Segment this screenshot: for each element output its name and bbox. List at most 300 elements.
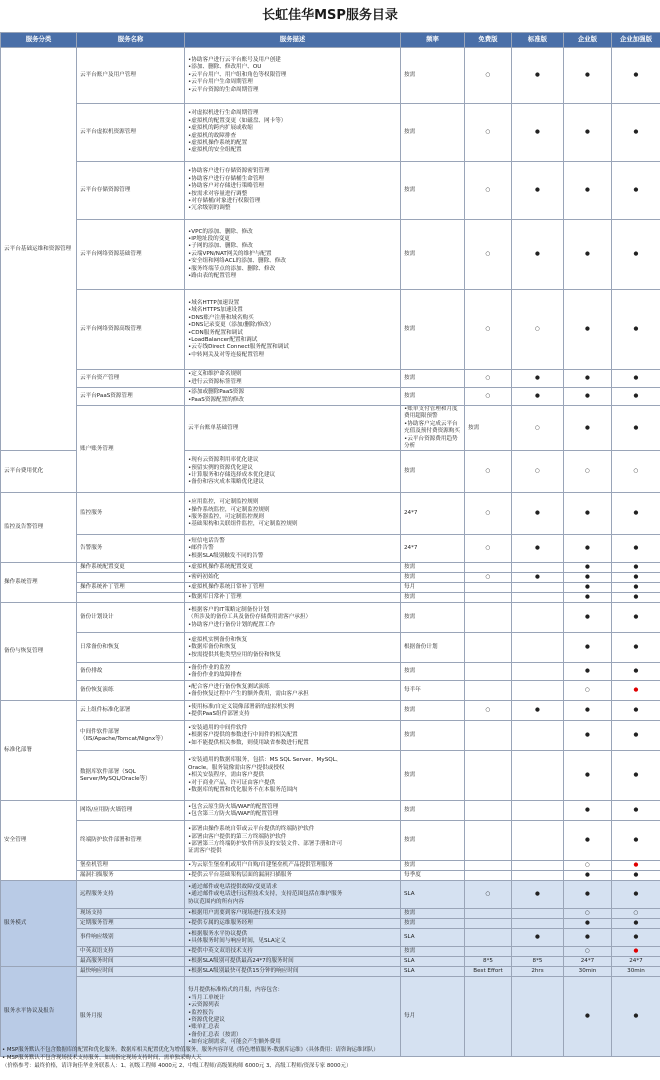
frequency-cell: 按需 xyxy=(401,573,465,583)
standard-tier-cell: ● xyxy=(512,701,564,721)
description-line: •提供中英文双语技术支持 xyxy=(188,948,253,955)
service-name-cell: 备份排故 xyxy=(77,663,185,681)
table-row xyxy=(1,535,660,563)
enterprise-plus-tier-cell: 30min xyxy=(612,967,660,977)
table-row xyxy=(1,881,660,909)
table-row xyxy=(1,861,660,871)
enterprise-tier-cell: 30min xyxy=(564,967,612,977)
description-line: •云平台资源费用趋势分析 xyxy=(404,435,458,450)
enterprise-plus-tier-cell: ● xyxy=(612,721,660,751)
enterprise-plus-tier-cell: ● xyxy=(612,593,660,603)
description-line: •虚拟机操作系统的配置 xyxy=(188,139,248,146)
description-cell xyxy=(185,104,401,162)
frequency-cell: 按需 xyxy=(401,701,465,721)
table-row xyxy=(1,957,660,967)
standard-tier-cell xyxy=(512,681,564,701)
service-name-cell: 日常备份和恢复 xyxy=(77,633,185,663)
description-line: •提供PaaS组件部署支持 xyxy=(188,710,250,717)
enterprise-plus-tier-cell: ● xyxy=(612,821,660,861)
standard-tier-cell: ○ xyxy=(512,290,564,370)
service-name-cell xyxy=(77,593,185,603)
free-tier-cell xyxy=(465,919,512,929)
header-description: 服务描述 xyxy=(185,33,401,48)
standard-tier-cell xyxy=(512,947,564,957)
frequency-cell: 每月 xyxy=(401,977,465,1057)
description-line: •进行云资源标签管理 xyxy=(188,378,242,385)
table-row xyxy=(1,663,660,681)
description-line: •安装通用的中间件软件 xyxy=(188,724,248,731)
free-tier-cell: ○ xyxy=(465,493,512,535)
enterprise-tier-cell: ● xyxy=(564,563,612,573)
enterprise-plus-tier-cell: ● xyxy=(612,663,660,681)
enterprise-plus-tier-cell: ● xyxy=(612,701,660,721)
free-tier-cell: 8*5 xyxy=(465,957,512,967)
description-line: •根据服务水平协议提供 xyxy=(188,930,248,937)
service-name-cell: 云平台PaaS资源管理 xyxy=(77,388,185,406)
table-row xyxy=(1,701,660,721)
enterprise-plus-tier-cell: ○ xyxy=(612,451,660,493)
table-header-row xyxy=(1,33,660,48)
free-tier-cell: ○ xyxy=(465,573,512,583)
description-line: •根据用户需要到客户现场进行技术支持 xyxy=(188,910,287,917)
frequency-cell: 按需 xyxy=(465,406,512,451)
description-line: •协助客户进行存储桶生命管理 xyxy=(188,175,265,182)
frequency-cell: 24*7 xyxy=(401,535,465,563)
description-cell xyxy=(185,583,401,593)
standard-tier-cell: ● xyxy=(512,493,564,535)
description-line: •根据客户的IT策略定制备份计划 xyxy=(188,606,270,613)
description-line: •虚拟机的故障排查 xyxy=(188,132,237,139)
service-name-cell: 远程服务支持 xyxy=(77,881,185,909)
frequency-cell: 24*7 xyxy=(401,493,465,535)
enterprise-tier-cell: ● xyxy=(564,535,612,563)
description-line: •部署由操作系统自带或云平台提供的终端防护软件 xyxy=(188,826,315,833)
description-cell xyxy=(185,370,401,388)
standard-tier-cell: ● xyxy=(512,162,564,220)
table-row xyxy=(1,721,660,751)
table-row xyxy=(1,220,660,290)
enterprise-tier-cell: ● xyxy=(564,881,612,909)
service-name-cell: 中英双语支持 xyxy=(77,947,185,957)
description-line: •虚拟机操作系统配置变更 xyxy=(188,564,253,571)
table-row xyxy=(1,290,660,370)
description-line: •虚拟机的配置变更（如磁盘、网卡等） xyxy=(188,117,287,124)
description-line: •使用标准/自定义镜像部署新的虚拟机实例 xyxy=(188,703,294,710)
description-cell xyxy=(185,751,401,801)
description-line: •服务器监控，可定制监控规则 xyxy=(188,513,265,520)
frequency-cell: 按需 xyxy=(401,821,465,861)
description-line: •云平台用户、用户组和角色等权限管理 xyxy=(188,71,287,78)
header-standard-tier: 标准版 xyxy=(512,33,564,48)
description-line: •短信电话告警 xyxy=(188,537,225,544)
service-name-cell: 云平台虚拟机资源管理 xyxy=(77,104,185,162)
table-row xyxy=(1,909,660,919)
table-row xyxy=(1,977,660,1057)
service-name-cell: 告警服务 xyxy=(77,535,185,563)
service-name-cell: 终端防护软件部署和管理 xyxy=(77,821,185,861)
table-row xyxy=(1,573,660,583)
standard-tier-cell: ● xyxy=(512,370,564,388)
description-line: •安全组和网络ACL的添加、删除、修改 xyxy=(188,258,286,265)
description-line: •对存储桶/对象进行权限管理 xyxy=(188,197,261,204)
enterprise-plus-tier-cell: ● xyxy=(612,681,660,701)
category-cell: 服务水平协议及报告 xyxy=(1,967,77,1057)
description-cell xyxy=(185,977,401,1057)
description-line: •添加、删除、修改用户、OU xyxy=(188,64,262,71)
free-tier-cell xyxy=(465,871,512,881)
free-tier-cell xyxy=(465,751,512,801)
description-line: •虚拟机操作系统日常补丁管理 xyxy=(188,584,265,591)
description-line: •安装通用的数据库服务，包括：MS SQL Server、MySQL、 xyxy=(188,757,342,764)
description-line: •如有定制需求，可能会产生额外费用 xyxy=(188,1039,281,1046)
free-tier-cell xyxy=(465,821,512,861)
header-service-name: 服务名称 xyxy=(77,33,185,48)
frequency-cell: SLA xyxy=(401,967,465,977)
table-row xyxy=(1,563,660,573)
category-cell: 备份与恢复管理 xyxy=(1,603,77,701)
description-line: •具体服务时间与响应时间，见SLA定义 xyxy=(188,937,286,944)
frequency-cell: 按需 xyxy=(401,162,465,220)
description-line: •按需提供其他类型应用的备份和恢复 xyxy=(188,651,281,658)
enterprise-plus-tier-cell: ● xyxy=(612,751,660,801)
service-name-cell: 服务月报 xyxy=(77,977,185,1057)
table-row xyxy=(1,162,660,220)
description-line: •CDN服务配置和调试 xyxy=(188,329,243,336)
enterprise-tier-cell: ● xyxy=(564,493,612,535)
free-tier-cell xyxy=(465,583,512,593)
enterprise-plus-tier-cell: ● xyxy=(612,563,660,573)
description-cell xyxy=(185,388,401,406)
description-line: •中转网关及对等连接配置管理 xyxy=(188,351,265,358)
description-line: •协助客户对存储进行策略管理 xyxy=(188,183,265,190)
description-line: •通过邮件或电话进行远程技术支持，支持范围包括在维护服务 xyxy=(188,891,343,898)
frequency-cell: 按需 xyxy=(401,947,465,957)
frequency-cell: 按需 xyxy=(401,593,465,603)
category-cell: 云平台基础运维和资源管理 xyxy=(1,48,77,451)
description-line: •云平台资源的生命周期管理 xyxy=(188,86,259,93)
description-line: •资源优化建议 xyxy=(188,1016,225,1023)
service-name-cell: 现场支持 xyxy=(77,909,185,919)
description-line: •备份和容灾成本策略优化建议 xyxy=(188,479,265,486)
description-line: •DNS账户注册和域名购买 xyxy=(188,314,254,321)
standard-tier-cell xyxy=(512,821,564,861)
description-line: •IP地址段的变更 xyxy=(188,235,230,242)
description-cell xyxy=(185,162,401,220)
standard-tier-cell: ● xyxy=(512,535,564,563)
description-line: •如不能提供相关参数，则使用缺省参数进行配置 xyxy=(188,739,309,746)
enterprise-plus-tier-cell: ● xyxy=(612,801,660,821)
standard-tier-cell: ● xyxy=(512,573,564,583)
description-cell xyxy=(185,633,401,663)
standard-tier-cell xyxy=(512,871,564,881)
standard-tier-cell xyxy=(512,603,564,633)
enterprise-tier-cell: ○ xyxy=(564,909,612,919)
header-frequency: 频率 xyxy=(401,33,465,48)
enterprise-plus-tier-cell: ● xyxy=(612,388,660,406)
service-name-cell: 云平台网络资源高级管理 xyxy=(77,290,185,370)
description-line: •云专线Direct Connect服务配置和调试 xyxy=(188,344,289,351)
service-name-cell: 定期服务管理 xyxy=(77,919,185,929)
enterprise-tier-cell: ● xyxy=(564,370,612,388)
frequency-cell: 根据备份计划 xyxy=(401,633,465,663)
table-row xyxy=(1,967,660,977)
description-line: •邮件告警 xyxy=(188,545,214,552)
enterprise-plus-tier-cell: ● xyxy=(612,603,660,633)
enterprise-plus-tier-cell: ● xyxy=(612,861,660,871)
standard-tier-cell xyxy=(512,801,564,821)
enterprise-tier-cell: ● xyxy=(564,721,612,751)
free-tier-cell xyxy=(465,603,512,633)
description-line: •定义和维护命名规则 xyxy=(188,371,242,378)
standard-tier-cell xyxy=(512,751,564,801)
service-name-cell: 监控服务 xyxy=(77,493,185,535)
description-cell xyxy=(185,663,401,681)
enterprise-tier-cell: ● xyxy=(564,929,612,947)
description-cell xyxy=(185,290,401,370)
service-name-cell: 堡垒机管理 xyxy=(77,861,185,871)
description-cell xyxy=(185,909,401,919)
enterprise-plus-tier-cell: ● xyxy=(612,370,660,388)
service-catalog-table xyxy=(0,32,660,1057)
enterprise-tier-cell: ● xyxy=(564,633,612,663)
description-line: •计算服务和存储选择成本优化建议 xyxy=(188,471,276,478)
free-tier-cell xyxy=(465,593,512,603)
service-name-cell: 操作系统配置变更 xyxy=(77,563,185,573)
description-line: •通过邮件或电话提供故障/变更请求 xyxy=(188,883,278,890)
service-name-cell: 云平台费用优化 xyxy=(1,451,77,493)
description-line: •云平台用户生命周期管理 xyxy=(188,79,253,86)
description-line: •域名HTTP加速设置 xyxy=(188,299,240,306)
enterprise-tier-cell: 24*7 xyxy=(564,957,612,967)
description-line: •根据SLA级别可提供最高24*7的服务时间 xyxy=(188,958,294,965)
standard-tier-cell xyxy=(512,721,564,751)
description-line: •DNS记录变更（添加/删除/修改） xyxy=(188,322,275,329)
table-row xyxy=(1,370,660,388)
free-tier-cell xyxy=(465,633,512,663)
standard-tier-cell xyxy=(512,977,564,1057)
free-tier-cell xyxy=(465,929,512,947)
description-cell xyxy=(185,957,401,967)
free-tier-cell xyxy=(465,861,512,871)
enterprise-tier-cell: ● xyxy=(564,583,612,593)
table-row xyxy=(1,593,660,603)
description-cell xyxy=(185,535,401,563)
table-row xyxy=(1,388,660,406)
table-row xyxy=(1,801,660,821)
description-line: •对虚拟机进行生命周期管理 xyxy=(188,110,259,117)
frequency-cell: 每半年 xyxy=(401,681,465,701)
enterprise-tier-cell: ● xyxy=(564,751,612,801)
description-line: •虚拟机实例备份和恢复 xyxy=(188,636,248,643)
service-name-cell: 数据库软件部署（SQL Server/MySQL/Oracle等） xyxy=(77,751,185,801)
frequency-cell: 每月 xyxy=(401,583,465,593)
description-line: •备份作业的故障排查 xyxy=(188,671,242,678)
enterprise-tier-cell: ● xyxy=(564,821,612,861)
description-line: •数据库日常补丁管理 xyxy=(188,594,242,601)
standard-tier-cell xyxy=(512,663,564,681)
enterprise-tier-cell: ○ xyxy=(564,681,612,701)
enterprise-plus-tier-cell: ● xyxy=(612,573,660,583)
service-name-cell: 操作系统补丁管理 xyxy=(77,583,185,593)
description-line: 协议范围内的所有内容 xyxy=(188,898,244,905)
enterprise-tier-cell: ● xyxy=(564,701,612,721)
frequency-cell: 按需 xyxy=(401,370,465,388)
standard-tier-cell xyxy=(512,909,564,919)
description-cell xyxy=(185,603,401,633)
description-line: •提供云平台基础架构层面的漏洞扫描服务 xyxy=(188,872,292,879)
free-tier-cell: ○ xyxy=(465,701,512,721)
frequency-cell: 每季度 xyxy=(401,871,465,881)
description-cell xyxy=(185,967,401,977)
footnotes xyxy=(2,1046,658,1070)
free-tier-cell: ○ xyxy=(465,535,512,563)
enterprise-tier-cell: ● xyxy=(564,919,612,929)
frequency-cell: SLA xyxy=(401,957,465,967)
service-name-cell: 备份恢复演练 xyxy=(77,681,185,701)
standard-tier-cell xyxy=(512,563,564,573)
free-tier-cell: ○ xyxy=(465,451,512,493)
enterprise-plus-tier-cell: ● xyxy=(612,162,660,220)
table-row xyxy=(1,603,660,633)
standard-tier-cell: ● xyxy=(512,48,564,104)
service-name-cell: 网络/应用防火墙管理 xyxy=(77,801,185,821)
header-free-tier: 免费版 xyxy=(465,33,512,48)
description-line: •部署由客户提供的第三方终端防护软件 xyxy=(188,833,287,840)
table-row xyxy=(1,406,660,451)
enterprise-tier-cell: ○ xyxy=(564,451,612,493)
table-row xyxy=(1,947,660,957)
description-line: •基础架构和关联组件监控，可定制监控规则 xyxy=(188,521,298,528)
description-cell xyxy=(185,573,401,583)
free-tier-cell xyxy=(465,977,512,1057)
enterprise-tier-cell: ● xyxy=(564,801,612,821)
enterprise-plus-tier-cell: ● xyxy=(612,290,660,370)
enterprise-tier-cell: ● xyxy=(564,162,612,220)
service-name-cell: 漏洞扫描服务 xyxy=(77,871,185,881)
table-row xyxy=(1,48,660,104)
enterprise-plus-tier-cell: ● xyxy=(612,583,660,593)
description-cell xyxy=(185,681,401,701)
free-tier-cell: ○ xyxy=(465,881,512,909)
description-line: •LoadBalancer配置和调试 xyxy=(188,336,258,343)
enterprise-plus-tier-cell: ● xyxy=(612,493,660,535)
description-line: •配合客户进行备份恢复测试演练 xyxy=(188,683,270,690)
standard-tier-cell: ● xyxy=(512,881,564,909)
enterprise-plus-tier-cell: ● xyxy=(612,48,660,104)
description-cell xyxy=(185,821,401,861)
table-row xyxy=(1,821,660,861)
service-name-cell: 云平台资产管理 xyxy=(77,370,185,388)
enterprise-tier-cell: ● xyxy=(564,388,612,406)
description-line: •为云原生堡垒机或用户自购/自建堡垒机产品提供管理服务 xyxy=(188,862,334,869)
description-line: •数据库的配置和优化服务不在本服务范围内 xyxy=(188,787,298,794)
standard-tier-cell: ● xyxy=(512,929,564,947)
description-line: Oracle。服务镜像需由客户提供或授权 xyxy=(188,764,285,771)
table-row xyxy=(1,104,660,162)
enterprise-plus-tier-cell: ● xyxy=(612,104,660,162)
enterprise-tier-cell: ● xyxy=(564,663,612,681)
description-line: •冗余级别的调整 xyxy=(188,205,231,212)
footnote: • MSP服务默认不包含数据库的配置和优化服务。数据库相关配置优化为增值服务，服务内容详见《特色增值服务-数据库运维》（具体费用：请咨询运维团队） xyxy=(2,1047,379,1053)
enterprise-tier-cell: ● xyxy=(564,104,612,162)
description-cell xyxy=(401,406,465,451)
category-cell: 账户账务管理 xyxy=(77,406,185,493)
free-tier-cell: ○ xyxy=(465,162,512,220)
standard-tier-cell: 2hrs xyxy=(512,967,564,977)
frequency-cell: 按需 xyxy=(401,861,465,871)
description-line: •监控报告 xyxy=(188,1009,214,1016)
table-row xyxy=(1,919,660,929)
service-name-cell: 云平台账单基础管理 xyxy=(185,406,401,451)
standard-tier-cell: ● xyxy=(564,406,612,451)
frequency-cell: 按需 xyxy=(401,919,465,929)
free-tier-cell xyxy=(465,681,512,701)
frequency-cell: 按需 xyxy=(401,104,465,162)
free-tier-cell: ○ xyxy=(465,48,512,104)
description-line: （所涉及的备份工具及备份存储费用需客户承担） xyxy=(188,614,312,621)
category-cell: 标准化部署 xyxy=(1,701,77,801)
enterprise-tier-cell: ● xyxy=(564,603,612,633)
standard-tier-cell xyxy=(512,593,564,603)
category-cell: 操作系统管理 xyxy=(1,563,77,603)
description-cell xyxy=(185,220,401,290)
free-tier-cell: ○ xyxy=(465,370,512,388)
page-title: 长虹佳华MSP服务目录 xyxy=(262,8,398,23)
enterprise-tier-cell: ● xyxy=(564,593,612,603)
description-line: •虚拟机的跨内扩展或收缩 xyxy=(188,125,253,132)
enterprise-tier-cell: ● xyxy=(564,573,612,583)
description-line: •预留实例的资源优化建议 xyxy=(188,464,253,471)
description-line: •包含第三方防火墙/WAF的配置管理 xyxy=(188,810,279,817)
category-cell: 服务模式 xyxy=(1,881,77,967)
service-name-cell xyxy=(77,573,185,583)
frequency-cell: 按需 xyxy=(401,751,465,801)
enterprise-plus-tier-cell: ● xyxy=(612,881,660,909)
frequency-cell: SLA xyxy=(401,929,465,947)
frequency-cell: 按需 xyxy=(401,603,465,633)
frequency-cell: 按需 xyxy=(401,801,465,821)
frequency-cell: 按需 xyxy=(401,563,465,573)
description-line: •数据库备份和恢复 xyxy=(188,644,237,651)
enterprise-plus-tier-cell: ● xyxy=(612,535,660,563)
description-line: •虚拟机的安全组配置 xyxy=(188,147,242,154)
footnote: （价格参考：最终价格，请详询佳华业务联系人：1、初级工程师 4000元 2、中级工程师/高级架构师 6000元 3、高级工程师/资深专家 8000元） xyxy=(2,1063,352,1069)
description-line: •路由表的配置管理 xyxy=(188,273,237,280)
header-category: 服务分类 xyxy=(1,33,77,48)
enterprise-tier-cell: ○ xyxy=(564,947,612,957)
description-line: •按需求对容量进行调整 xyxy=(188,190,248,197)
description-cell xyxy=(185,919,401,929)
service-name-cell: 云平台账户及用户管理 xyxy=(77,48,185,104)
description-line: •密码初始化 xyxy=(188,574,220,581)
category-cell: 监控及告警管理 xyxy=(1,493,77,563)
description-line: •操作系统监控，可定制监控规则 xyxy=(188,506,270,513)
description-line: •协助客户完成云平台充值及预付费资源购买 xyxy=(404,420,460,435)
service-name-cell: 中间件软件部署（IIS/Apache/Tomcat/Nignx等） xyxy=(77,721,185,751)
table-row xyxy=(1,929,660,947)
frequency-cell: 按需 xyxy=(401,290,465,370)
free-tier-cell xyxy=(465,563,512,573)
standard-tier-cell xyxy=(512,919,564,929)
description-line: •账单支付管理和月度费用超限预警 xyxy=(404,406,458,420)
description-line: •协助客户进行存储资源密钥管理 xyxy=(188,168,270,175)
enterprise-plus-tier-cell: ● xyxy=(612,977,660,1057)
description-cell xyxy=(185,701,401,721)
description-line: •根据SLA级别最快可提供15分钟的响应时间 xyxy=(188,968,299,975)
description-line: •添加或删除PaaS资源 xyxy=(188,389,244,396)
frequency-cell: 按需 xyxy=(401,388,465,406)
free-tier-cell: ○ xyxy=(512,406,564,451)
